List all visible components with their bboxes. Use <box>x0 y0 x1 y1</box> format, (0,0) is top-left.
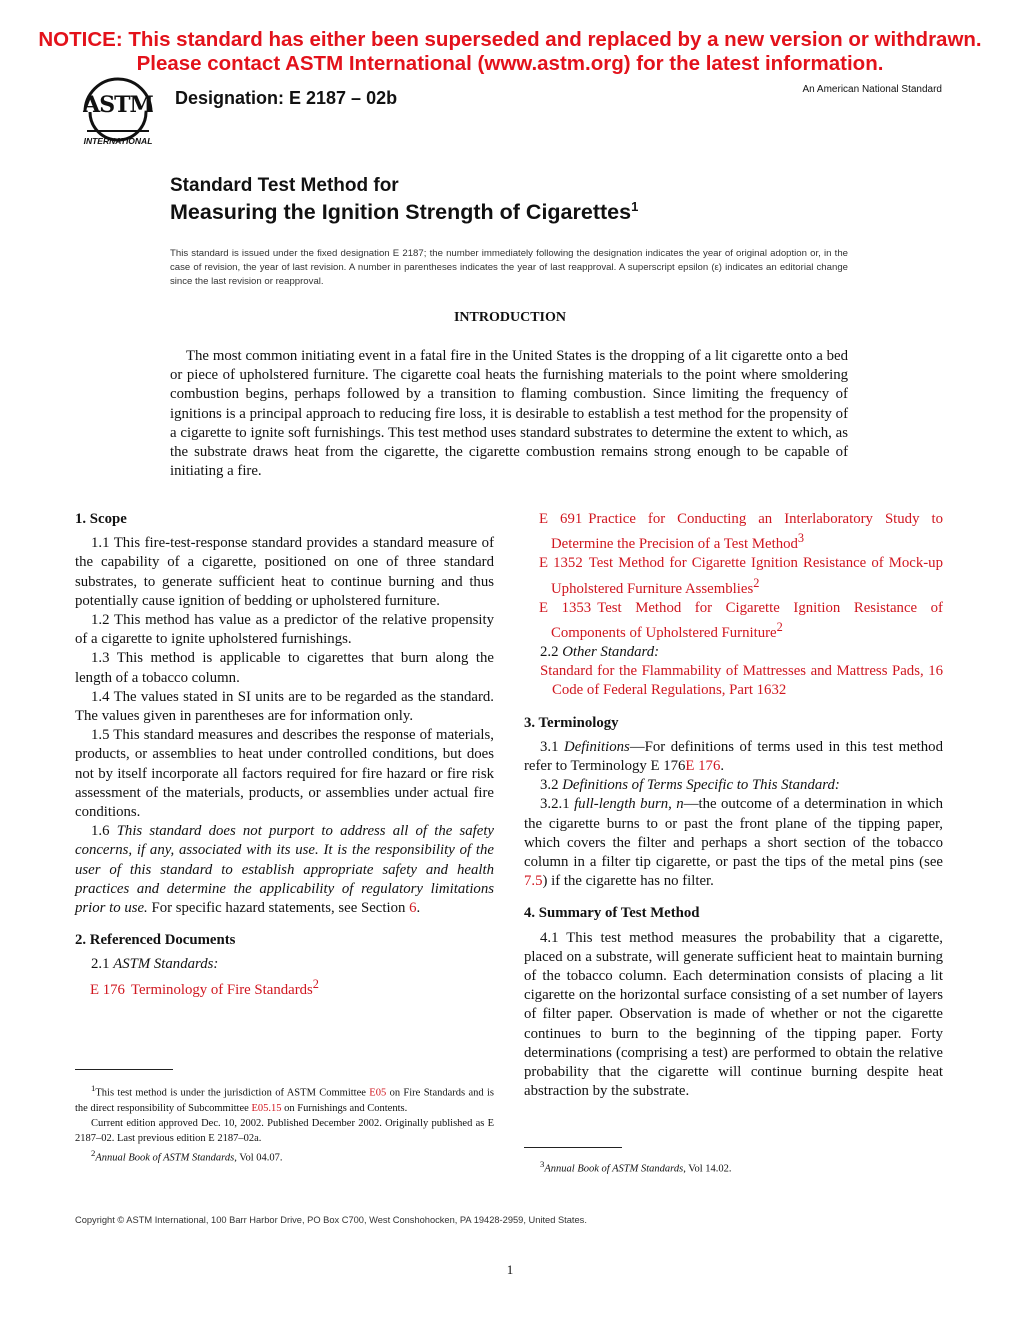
ref-sup: 2 <box>312 976 319 991</box>
ref-code: E 176 <box>90 981 125 998</box>
footnote-1-edition: Current edition approved Dec. 10, 2002. Published December 2002. Originally published as E 2187–02. Last previous edition E 2187–02a. <box>75 1117 494 1144</box>
footnote-rule-left <box>75 1069 173 1070</box>
ref-code: E 1353 <box>539 599 592 616</box>
footnote-3 <box>540 1157 943 1177</box>
ref-title: Test Method for Cigarette Ignition Resistance of Mock-up Upholstered Furniture Assemblies <box>551 555 943 597</box>
footnote-2 <box>75 1146 494 1166</box>
scope-1-4: 1.4 The values stated in SI units are to be regarded as the standard. The values given in parentheses are for information only. <box>75 688 494 725</box>
terminology-3-2-1 <box>524 795 943 891</box>
astm-standards-label <box>75 955 494 974</box>
ref-code: E 691 <box>539 511 583 527</box>
footnote-3-italic: Annual Book of ASTM Standards <box>544 1163 684 1175</box>
logo-text: ASTM <box>83 92 153 118</box>
introduction-heading: INTRODUCTION <box>453 310 566 325</box>
term-3-2-1-num: 3.2.1 <box>540 796 575 813</box>
american-national-standard: An American National Standard <box>802 84 942 95</box>
page-number: 1 <box>506 1262 514 1277</box>
summary-4-1: 4.1 This test method measures the probability that a cigarette, placed on a substrate, will generate sufficient heat to maintain burning of the tobacco column. Each determination consists of placing a lit cigarette on the horizontal surface consisting of a set number of layers of filter paper. Observation is made of whether or not the cigarette continues to burn to the beginning of the tipping paper. Forty determinations (comprising a test) are performed to obtain the relative probability that the cigarette will continue burning despite heat abstraction by the substrate. <box>524 929 943 1100</box>
ref-code: E 1352 <box>539 555 583 572</box>
footnote-2-italic: Annual Book of ASTM Standards <box>95 1152 235 1163</box>
section-7-5-link[interactable]: 7.5 <box>524 873 543 890</box>
scope-1-1: 1.1 This fire-test-response standard provides a standard measure of the capability of a cigarette, positioned on one of three standard substrates, to generate sufficient heat to continue burning and thus potentially cause ignition of bedding or upholstered furniture. <box>75 535 494 609</box>
e05-15-link[interactable]: E05.15 <box>251 1102 282 1114</box>
ref-e1352[interactable] <box>524 554 943 598</box>
other-standard-text: Other Standard: <box>562 643 660 660</box>
ref-title: Test Method for Cigarette Ignition Resistance of Components of Upholstered Furniture <box>551 599 943 641</box>
ref-e1353[interactable] <box>524 599 943 643</box>
other-standard-num: 2.2 <box>540 643 563 660</box>
title-line-1: Standard Test Method for <box>170 175 399 196</box>
term-3-1-label: Definitions <box>564 738 630 755</box>
footnote-1-a: This test method is under the jurisdiction of ASTM Committee <box>95 1087 370 1099</box>
footnote-rule-right <box>524 1147 622 1148</box>
title-line-2 <box>170 199 638 225</box>
footnote-1 <box>75 1081 494 1116</box>
scope-1-3: 1.3 This method is applicable to cigarettes that burn along the length of a tobacco column. <box>75 650 494 686</box>
designation: Designation: E 2187 – 02b <box>175 88 398 108</box>
notice-line-2: Please contact ASTM International (www.astm.org) for the latest information. <box>136 52 884 75</box>
footnote-2-tail: , Vol 04.07. <box>234 1152 283 1163</box>
term-3-1-text: —For definitions of terms used in this test method refer to Terminology E 176 <box>524 738 943 774</box>
summary-heading: 4. Summary of Test Method <box>524 905 700 922</box>
ref-title: Practice for Conducting an Interlaboratory Study to Determine the Precision of a Test Method <box>551 511 943 553</box>
title-text: Measuring the Ignition Strength of Cigarettes <box>170 200 632 225</box>
scope-1-6 <box>75 822 494 918</box>
astm-standards-text: ASTM Standards: <box>113 956 219 973</box>
term-3-1-end: . <box>720 758 725 774</box>
terminology-3-1 <box>524 738 943 776</box>
scope-1-6-num: 1.6 <box>91 823 117 840</box>
footnote-2-mark: 2 <box>91 1147 96 1158</box>
terminology-heading: 3. Terminology <box>524 714 619 731</box>
logo-subtext: INTERNATIONAL <box>83 136 153 146</box>
e05-link[interactable]: E05 <box>369 1087 387 1099</box>
term-3-1-num: 3.1 <box>540 738 565 755</box>
footnote-3-tail: , Vol 14.02. <box>683 1163 732 1175</box>
introduction-text: The most common initiating event in a fatal fire in the United States is the dropping of a lit cigarette onto a bed or piece of upholstered furniture. The cigarette coal heats the furnishing materials to the point where smoldering combustion begins, perhaps followed by a transition to flaming combustion. Since limiting the frequency of ignitions is a principal approach to reducing fire loss, it is desirable to establish a test method for the propensity of a cigarette to ignite soft furnishings. This test method uses standard substrates to determine the extent to which, as the substrate draws heat from the cigarette, the cigarette combustion remains strong enough to be capable of initiating a fire. <box>170 348 848 480</box>
scope-1-2: 1.2 This method has value as a predictor of the relative propensity of a cigarette to ignite upholstered furnishings. <box>75 612 494 648</box>
ref-e176[interactable] <box>75 975 494 1000</box>
copyright: Copyright © ASTM International, 100 Barr Harbor Drive, PO Box C700, West Conshohocken, PA 19428-2959, United States. <box>75 1215 587 1225</box>
other-standard-label <box>524 643 943 662</box>
ref-title: Terminology of Fire Standards <box>130 981 313 998</box>
scope-1-5: 1.5 This standard measures and describes the response of materials, products, or assemblies to heat under controlled conditions, but does not by itself incorporate all factors required for fire hazard or fire risk assessment of the materials, products, or assemblies under actual fire conditions. <box>75 727 494 821</box>
scope-1-6-italic: This standard does not purport to address all of the safety concerns, if any, associated with its use. It is the responsibility of the user of this standard to establish appropriate safety and health practices and determine the applicability of regulatory limitations prior to use. <box>75 823 494 917</box>
referenced-heading: 2. Referenced Documents <box>75 932 236 949</box>
e176-link[interactable]: E 176 <box>685 758 721 774</box>
scope-1-6-end: . <box>416 900 421 917</box>
left-column <box>75 510 494 1000</box>
ref-sup: 2 <box>753 575 760 590</box>
right-column <box>524 510 943 1101</box>
notice-line-1: NOTICE: This standard has either been superseded and replaced by a new version or withdrawn. <box>38 28 982 51</box>
term-3-2-1-end: ) if the cigarette has no filter. <box>542 873 714 890</box>
astm-standards-num: 2.1 <box>91 956 114 973</box>
scope-heading: 1. Scope <box>75 511 127 527</box>
scope-1-6-tail: For specific hazard statements, see Section <box>147 900 410 917</box>
ref-e691[interactable] <box>524 510 943 554</box>
ref-cfr-1632[interactable]: Standard for the Flammability of Mattresses and Mattress Pads, 16 Code of Federal Regulations, Part 1632 <box>540 663 943 699</box>
issued-note: This standard is issued under the fixed designation E 2187; the number immediately following the designation indicates the year of original adoption or, in the case of revision, the year of last revision. A number in parentheses indicates the year of last reapproval. A superscript epsilon (ε) indicates an editorial change since the last revision or reapproval. <box>170 248 848 287</box>
term-3-2-1-term: full-length burn, n <box>574 796 684 813</box>
ref-sup: 2 <box>776 619 783 634</box>
footnote-1-b: on Fire Standards and is the direct responsibility of Subcommittee <box>75 1087 494 1114</box>
ref-sup: 3 <box>797 531 805 546</box>
astm-logo <box>73 72 163 152</box>
footnotes-left <box>75 1081 494 1165</box>
section-6-link[interactable]: 6 <box>409 900 417 917</box>
term-3-2-label: Definitions of Terms Specific to This Standard: <box>562 777 840 794</box>
terminology-3-2 <box>524 776 943 795</box>
footnote-1-mark: 1 <box>91 1083 96 1093</box>
title-footnote-mark: 1 <box>631 199 639 214</box>
term-3-2-1-text: —the outcome of a determination in which the cigarette burns to or past the front plane of the tipping paper, which covers the filter and perhaps a short section of the tobacco column in a filter tip cigarette, or past the tips of the metal pins (see <box>524 796 944 871</box>
term-3-2-num: 3.2 <box>540 777 563 794</box>
footnote-1-c: on Furnishings and Contents. <box>281 1102 408 1114</box>
footnote-3-mark: 3 <box>540 1159 545 1169</box>
